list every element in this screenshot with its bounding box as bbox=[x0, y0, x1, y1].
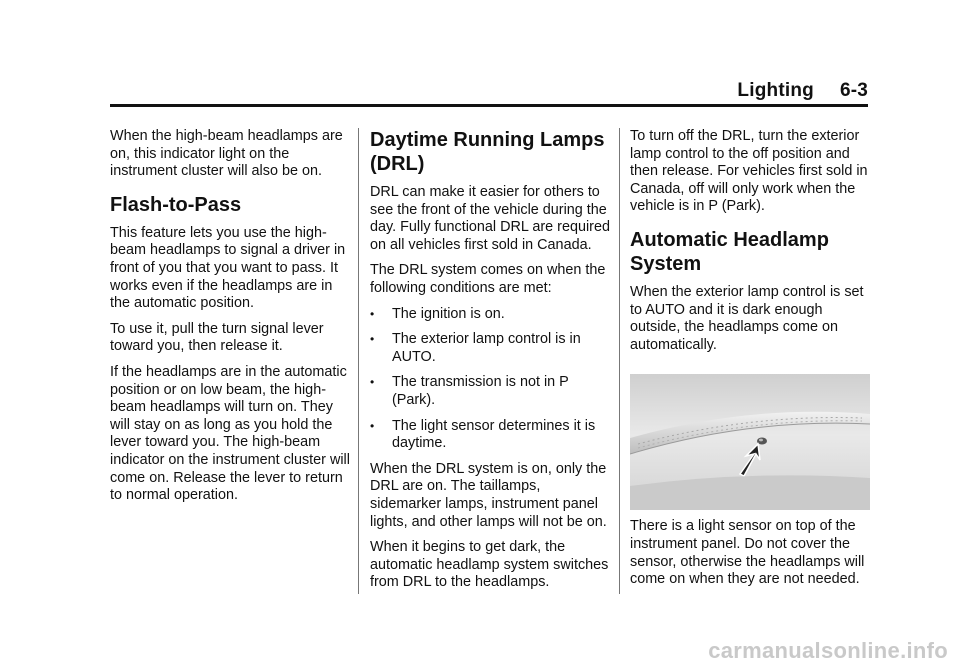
auto-paragraph-2: There is a light sensor on top of the instrument panel. Do not cover the sensor, otherwise the headlamps will come on when they are not needed. bbox=[630, 518, 865, 588]
flash-to-pass-heading: Flash-to-Pass bbox=[110, 193, 242, 216]
running-head bbox=[737, 80, 868, 102]
header-rule bbox=[110, 104, 868, 107]
drl-heading: Daytime Running Lamps (DRL) bbox=[370, 129, 605, 175]
list-item bbox=[370, 374, 610, 409]
column-divider-2 bbox=[619, 128, 620, 594]
drl-paragraph-3: When the DRL system is on, only the DRL are on. The taillamps, sidemarker lamps, instrument panel lights, and other lamps will not be on. bbox=[370, 460, 607, 530]
drl-off-paragraph: To turn off the DRL, turn the exterior lamp control to the off position and then release. For vehicles first sold in Canada, off will only work when the vehicle is in P (Park). bbox=[630, 128, 868, 215]
bullet-icon: • bbox=[370, 375, 375, 390]
list-item bbox=[370, 306, 610, 324]
flash-paragraph-1: This feature lets you use the high-beam headlamps to signal a driver in front of you that you want to pass. It works even if the headlamps are in the automatic position. bbox=[110, 224, 346, 312]
column-3 bbox=[630, 128, 870, 597]
bullet-icon: • bbox=[370, 418, 375, 433]
list-item bbox=[370, 331, 610, 366]
list-item-text: The light sensor determines it is daytime. bbox=[392, 417, 596, 452]
list-item-text: The transmission is not in P (Park). bbox=[392, 374, 569, 408]
light-sensor-photo bbox=[630, 374, 870, 510]
flash-paragraph-2: To use it, pull the turn signal lever toward you, then release it. bbox=[110, 320, 324, 355]
watermark: carmanualsonline.info bbox=[708, 638, 948, 663]
section-title: Lighting bbox=[737, 80, 814, 101]
drl-paragraph-4: When it begins to get dark, the automatic headlamp system switches from DRL to the headlamps. bbox=[370, 539, 609, 591]
drl-paragraph-1: DRL can make it easier for others to see the front of the vehicle during the day. Fully functional DRL are required on all vehicles first sold in Canada. bbox=[370, 184, 610, 253]
list-item-text: The ignition is on. bbox=[392, 305, 505, 322]
column-1 bbox=[110, 128, 354, 513]
auto-paragraph-1: When the exterior lamp control is set to AUTO and it is dark enough outside, the headlamps come on automatically. bbox=[630, 283, 864, 353]
dashboard-illustration bbox=[630, 374, 870, 510]
drl-paragraph-2: The DRL system comes on when the following conditions are met: bbox=[370, 262, 606, 296]
bullet-icon: • bbox=[370, 306, 375, 321]
automatic-headlamp-heading: Automatic Headlamp System bbox=[630, 228, 829, 275]
column-divider-1 bbox=[358, 128, 359, 594]
page-number: 6-3 bbox=[839, 80, 868, 101]
list-item bbox=[370, 418, 610, 453]
bullet-icon: • bbox=[370, 332, 375, 347]
list-item-text: The exterior lamp control is in AUTO. bbox=[392, 331, 581, 365]
column-2 bbox=[370, 128, 610, 600]
intro-paragraph: When the high-beam headlamps are on, this indicator light on the instrument cluster will also be on. bbox=[110, 128, 343, 180]
page-header bbox=[110, 80, 868, 104]
flash-paragraph-3: If the headlamps are in the automatic position or on low beam, the high-beam headlamps will turn on. They will stay on as long as you hold the lever toward you. The high-beam indicator on the instrument cluster will come on. Release the lever to return to normal operation. bbox=[110, 363, 350, 504]
drl-conditions-list bbox=[370, 306, 610, 453]
